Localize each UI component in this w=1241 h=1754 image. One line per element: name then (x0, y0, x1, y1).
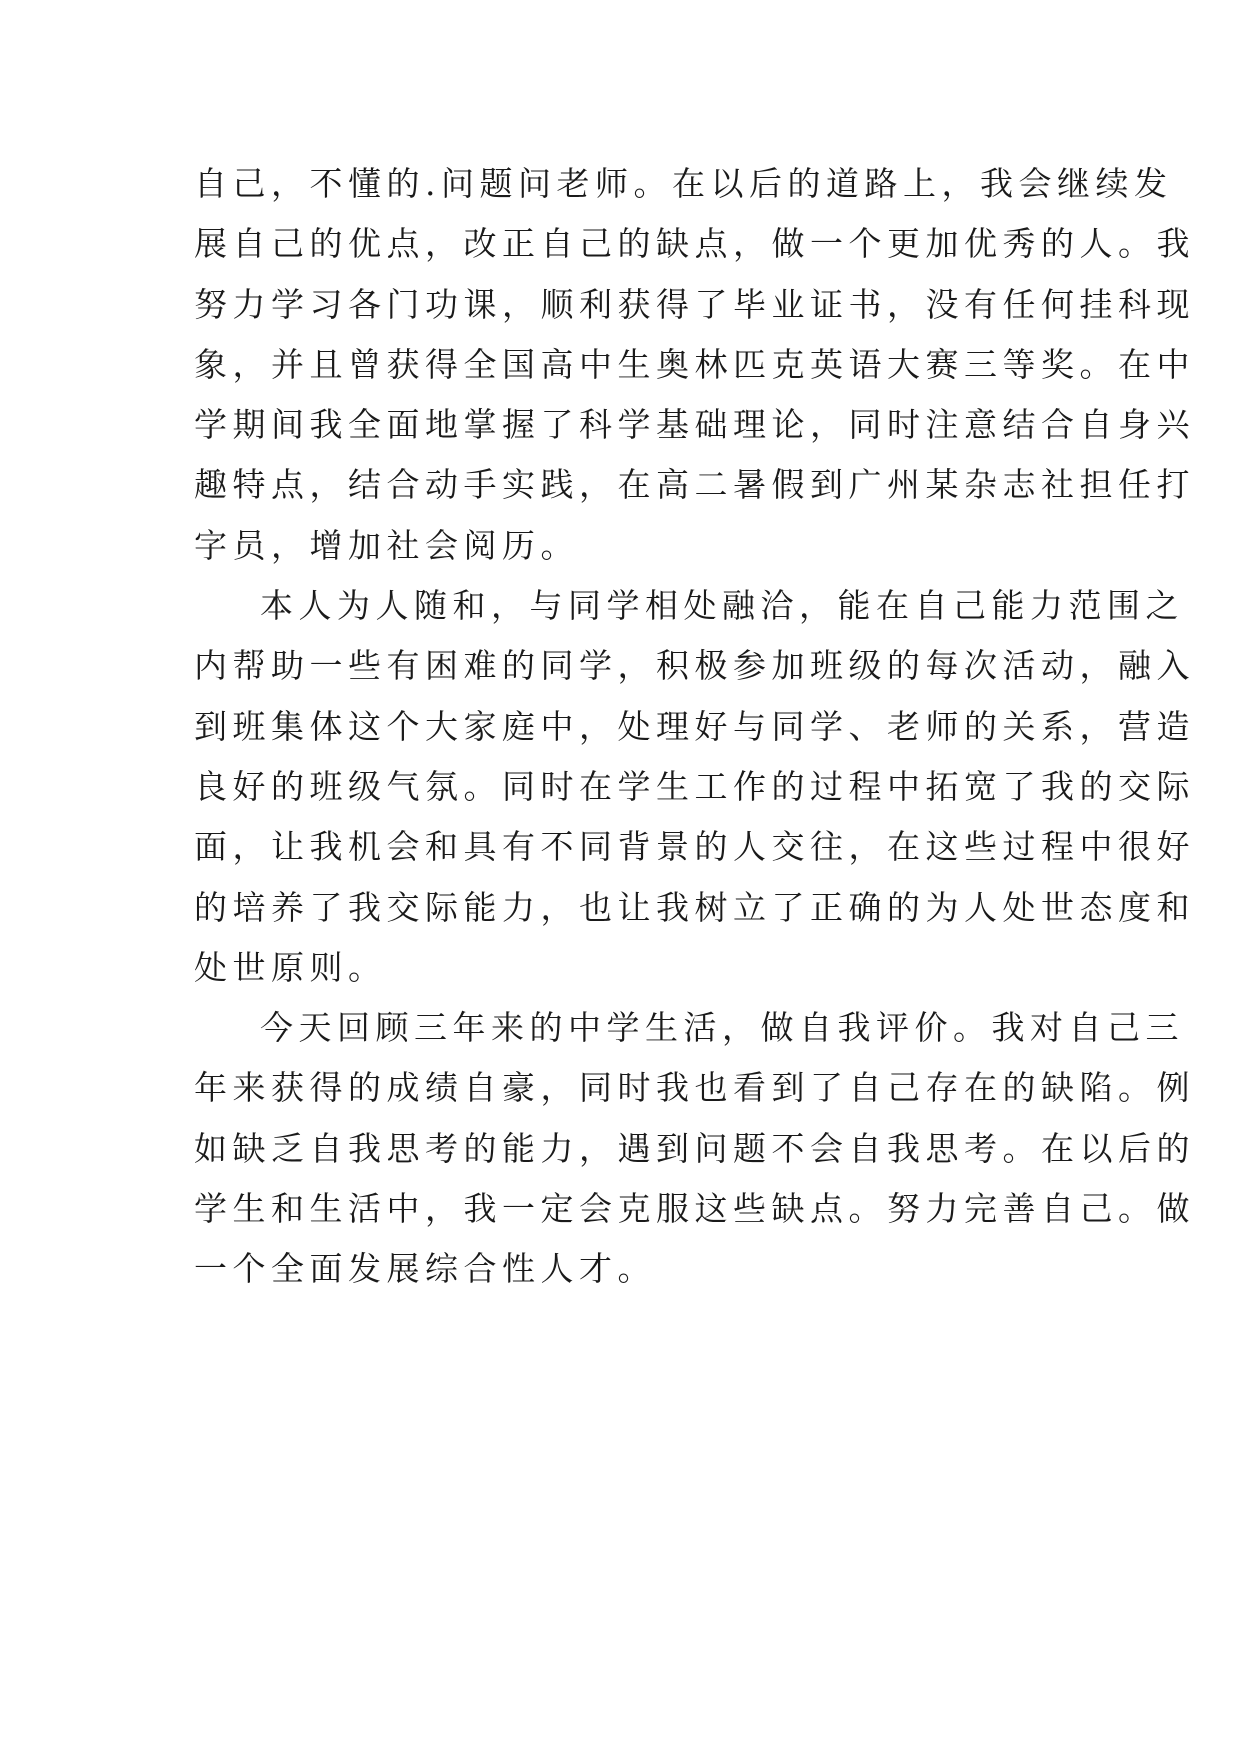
text-line: 处世原则。 (194, 947, 387, 987)
paragraph-2 (194, 576, 1195, 998)
text-line: 的培养了我交际能力，也让我树立了正确的为人处世态度和 (194, 887, 1195, 927)
text-line: 面，让我机会和具有不同背景的人交往，在这些过程中很好 (194, 827, 1195, 867)
text-line: 如缺乏自我思考的能力，遇到问题不会自我思考。在以后的 (194, 1128, 1195, 1168)
text-line: 本人为人随和，与同学相处融洽，能在自己能力范围之 (260, 586, 1184, 626)
text-line: 内帮助一些有困难的同学，积极参加班级的每次活动，融入 (194, 646, 1195, 686)
text-line: 趣特点，结合动手实践，在高二暑假到广州某杂志社担任打 (194, 465, 1195, 505)
text-line: 今天回顾三年来的中学生活，做自我评价。我对自己三 (260, 1008, 1184, 1048)
text-line: 学期间我全面地掌握了科学基础理论，同时注意结合自身兴 (194, 405, 1195, 445)
text-line: 一个全面发展综合性人才。 (194, 1249, 656, 1289)
text-line: 展自己的优点，改正自己的缺点，做一个更加优秀的人。我 (194, 224, 1195, 264)
text-line: 到班集体这个大家庭中，处理好与同学、老师的关系，营造 (194, 706, 1195, 746)
text-line: 年来获得的成绩自豪，同时我也看到了自己存在的缺陷。例 (194, 1068, 1195, 1108)
text-line: 努力学习各门功课，顺利获得了毕业证书，没有任何挂科现 (194, 284, 1195, 324)
text-line: 字员，增加社会阅历。 (194, 525, 579, 565)
text-line: 自己，不懂的.问题问老师。在以后的道路上，我会继续发 (194, 164, 1173, 203)
document-body (194, 154, 1195, 1300)
text-line: 象，并且曾获得全国高中生奥林匹克英语大赛三等奖。在中 (194, 344, 1195, 384)
paragraph-1 (194, 154, 1195, 576)
text-line: 学生和生活中，我一定会克服这些缺点。努力完善自己。做 (194, 1189, 1195, 1229)
text-line: 良好的班级气氛。同时在学生工作的过程中拓宽了我的交际 (194, 766, 1195, 806)
paragraph-3 (194, 998, 1195, 1299)
